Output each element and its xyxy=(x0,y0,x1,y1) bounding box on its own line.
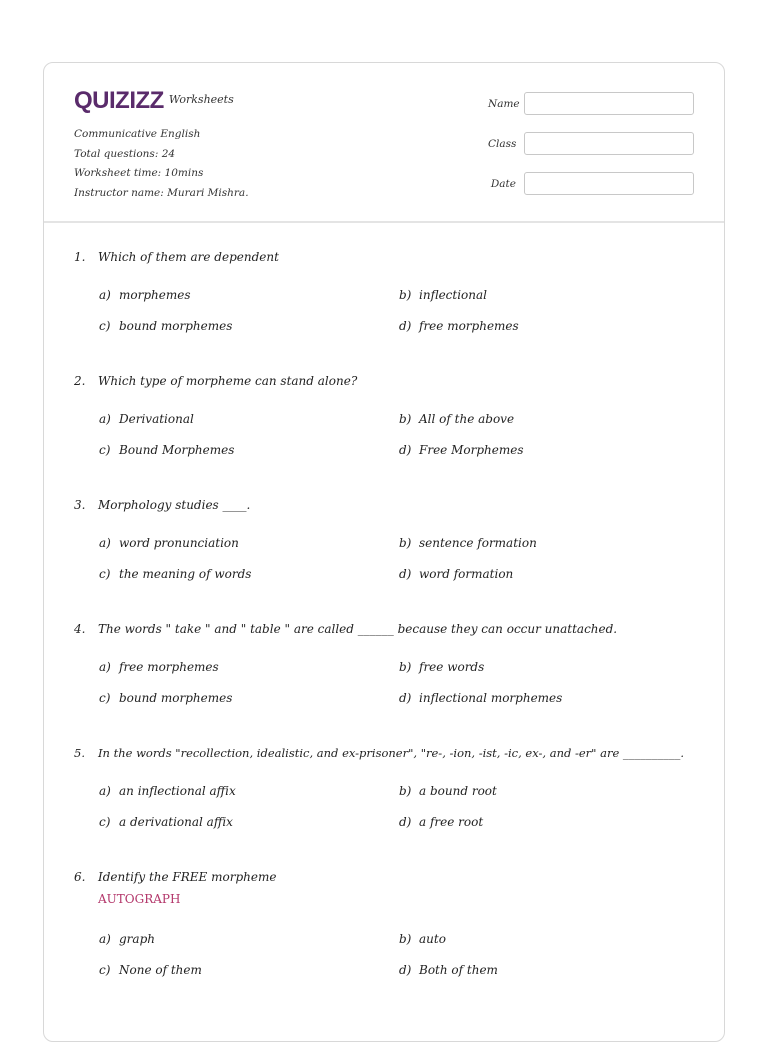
date-label: Date xyxy=(490,177,516,190)
class-input[interactable] xyxy=(524,132,694,155)
date-input[interactable] xyxy=(524,172,694,195)
option-b: b) free words xyxy=(399,660,485,674)
option-d: d) free morphemes xyxy=(399,319,519,333)
question-text: In the words "recollection, idealistic, and ex-prisoner", "re-, -ion, -ist, -ic, ex-, and -er" are __________. xyxy=(98,746,685,760)
meta-total-questions: Total questions: 24 xyxy=(74,147,176,160)
meta-subject: Communicative English xyxy=(74,128,201,140)
option-d: d) Free Morphemes xyxy=(399,443,524,457)
option-c: c) bound morphemes xyxy=(99,319,233,333)
option-b: b) inflectional xyxy=(399,288,487,302)
question-text: Identify the FREE morpheme xyxy=(98,870,277,884)
option-a: a) an inflectional affix xyxy=(99,784,236,798)
question-text: The words " take " and " table " are called ______ because they can occur unattached. xyxy=(98,622,618,636)
name-input[interactable] xyxy=(524,92,694,115)
question-number: 2. xyxy=(74,374,86,388)
option-b: b) All of the above xyxy=(399,412,515,426)
class-field-row xyxy=(488,132,694,155)
question-text: Which type of morpheme can stand alone? xyxy=(98,374,358,388)
option-b: b) sentence formation xyxy=(399,536,537,550)
option-d: d) word formation xyxy=(399,567,514,581)
question-text: Which of them are dependent xyxy=(98,250,279,264)
question-number: 3. xyxy=(74,498,86,512)
name-label: Name xyxy=(488,97,520,110)
question-number: 5. xyxy=(74,746,85,760)
quizizz-logo: QUIZIZZ xyxy=(74,87,164,114)
option-c: c) None of them xyxy=(99,963,202,977)
option-a: a) Derivational xyxy=(99,412,194,426)
logo-subtitle: Worksheets xyxy=(168,92,234,106)
option-b: b) auto xyxy=(399,932,446,946)
meta-time: Worksheet time: 10mins xyxy=(74,167,204,179)
option-a: a) free morphemes xyxy=(99,660,219,674)
option-a: a) graph xyxy=(99,932,155,946)
option-c: c) bound morphemes xyxy=(99,691,233,705)
question-number: 6. xyxy=(74,870,86,884)
question-number: 4. xyxy=(74,622,86,636)
brand xyxy=(74,87,234,115)
class-label: Class xyxy=(488,137,517,150)
question-text: Morphology studies ____. xyxy=(98,498,251,512)
option-c: c) Bound Morphemes xyxy=(99,443,235,457)
option-d: d) inflectional morphemes xyxy=(399,691,563,705)
option-c: c) the meaning of words xyxy=(99,567,252,581)
worksheet-header xyxy=(44,63,724,223)
name-field-row xyxy=(488,92,694,115)
option-a: a) word pronunciation xyxy=(99,536,239,550)
option-c: c) a derivational affix xyxy=(99,815,233,829)
option-b: b) a bound root xyxy=(399,784,497,798)
worksheet-meta xyxy=(74,125,249,203)
option-d: d) Both of them xyxy=(399,963,498,977)
meta-instructor: Instructor name: Murari Mishra. xyxy=(74,186,249,199)
question-number: 1. xyxy=(74,250,86,264)
worksheet-sheet xyxy=(43,62,725,1042)
option-a: a) morphemes xyxy=(99,288,191,302)
option-d: d) a free root xyxy=(399,815,484,829)
date-field-row xyxy=(488,172,694,195)
question-highlight-word: AUTOGRAPH xyxy=(98,892,181,906)
